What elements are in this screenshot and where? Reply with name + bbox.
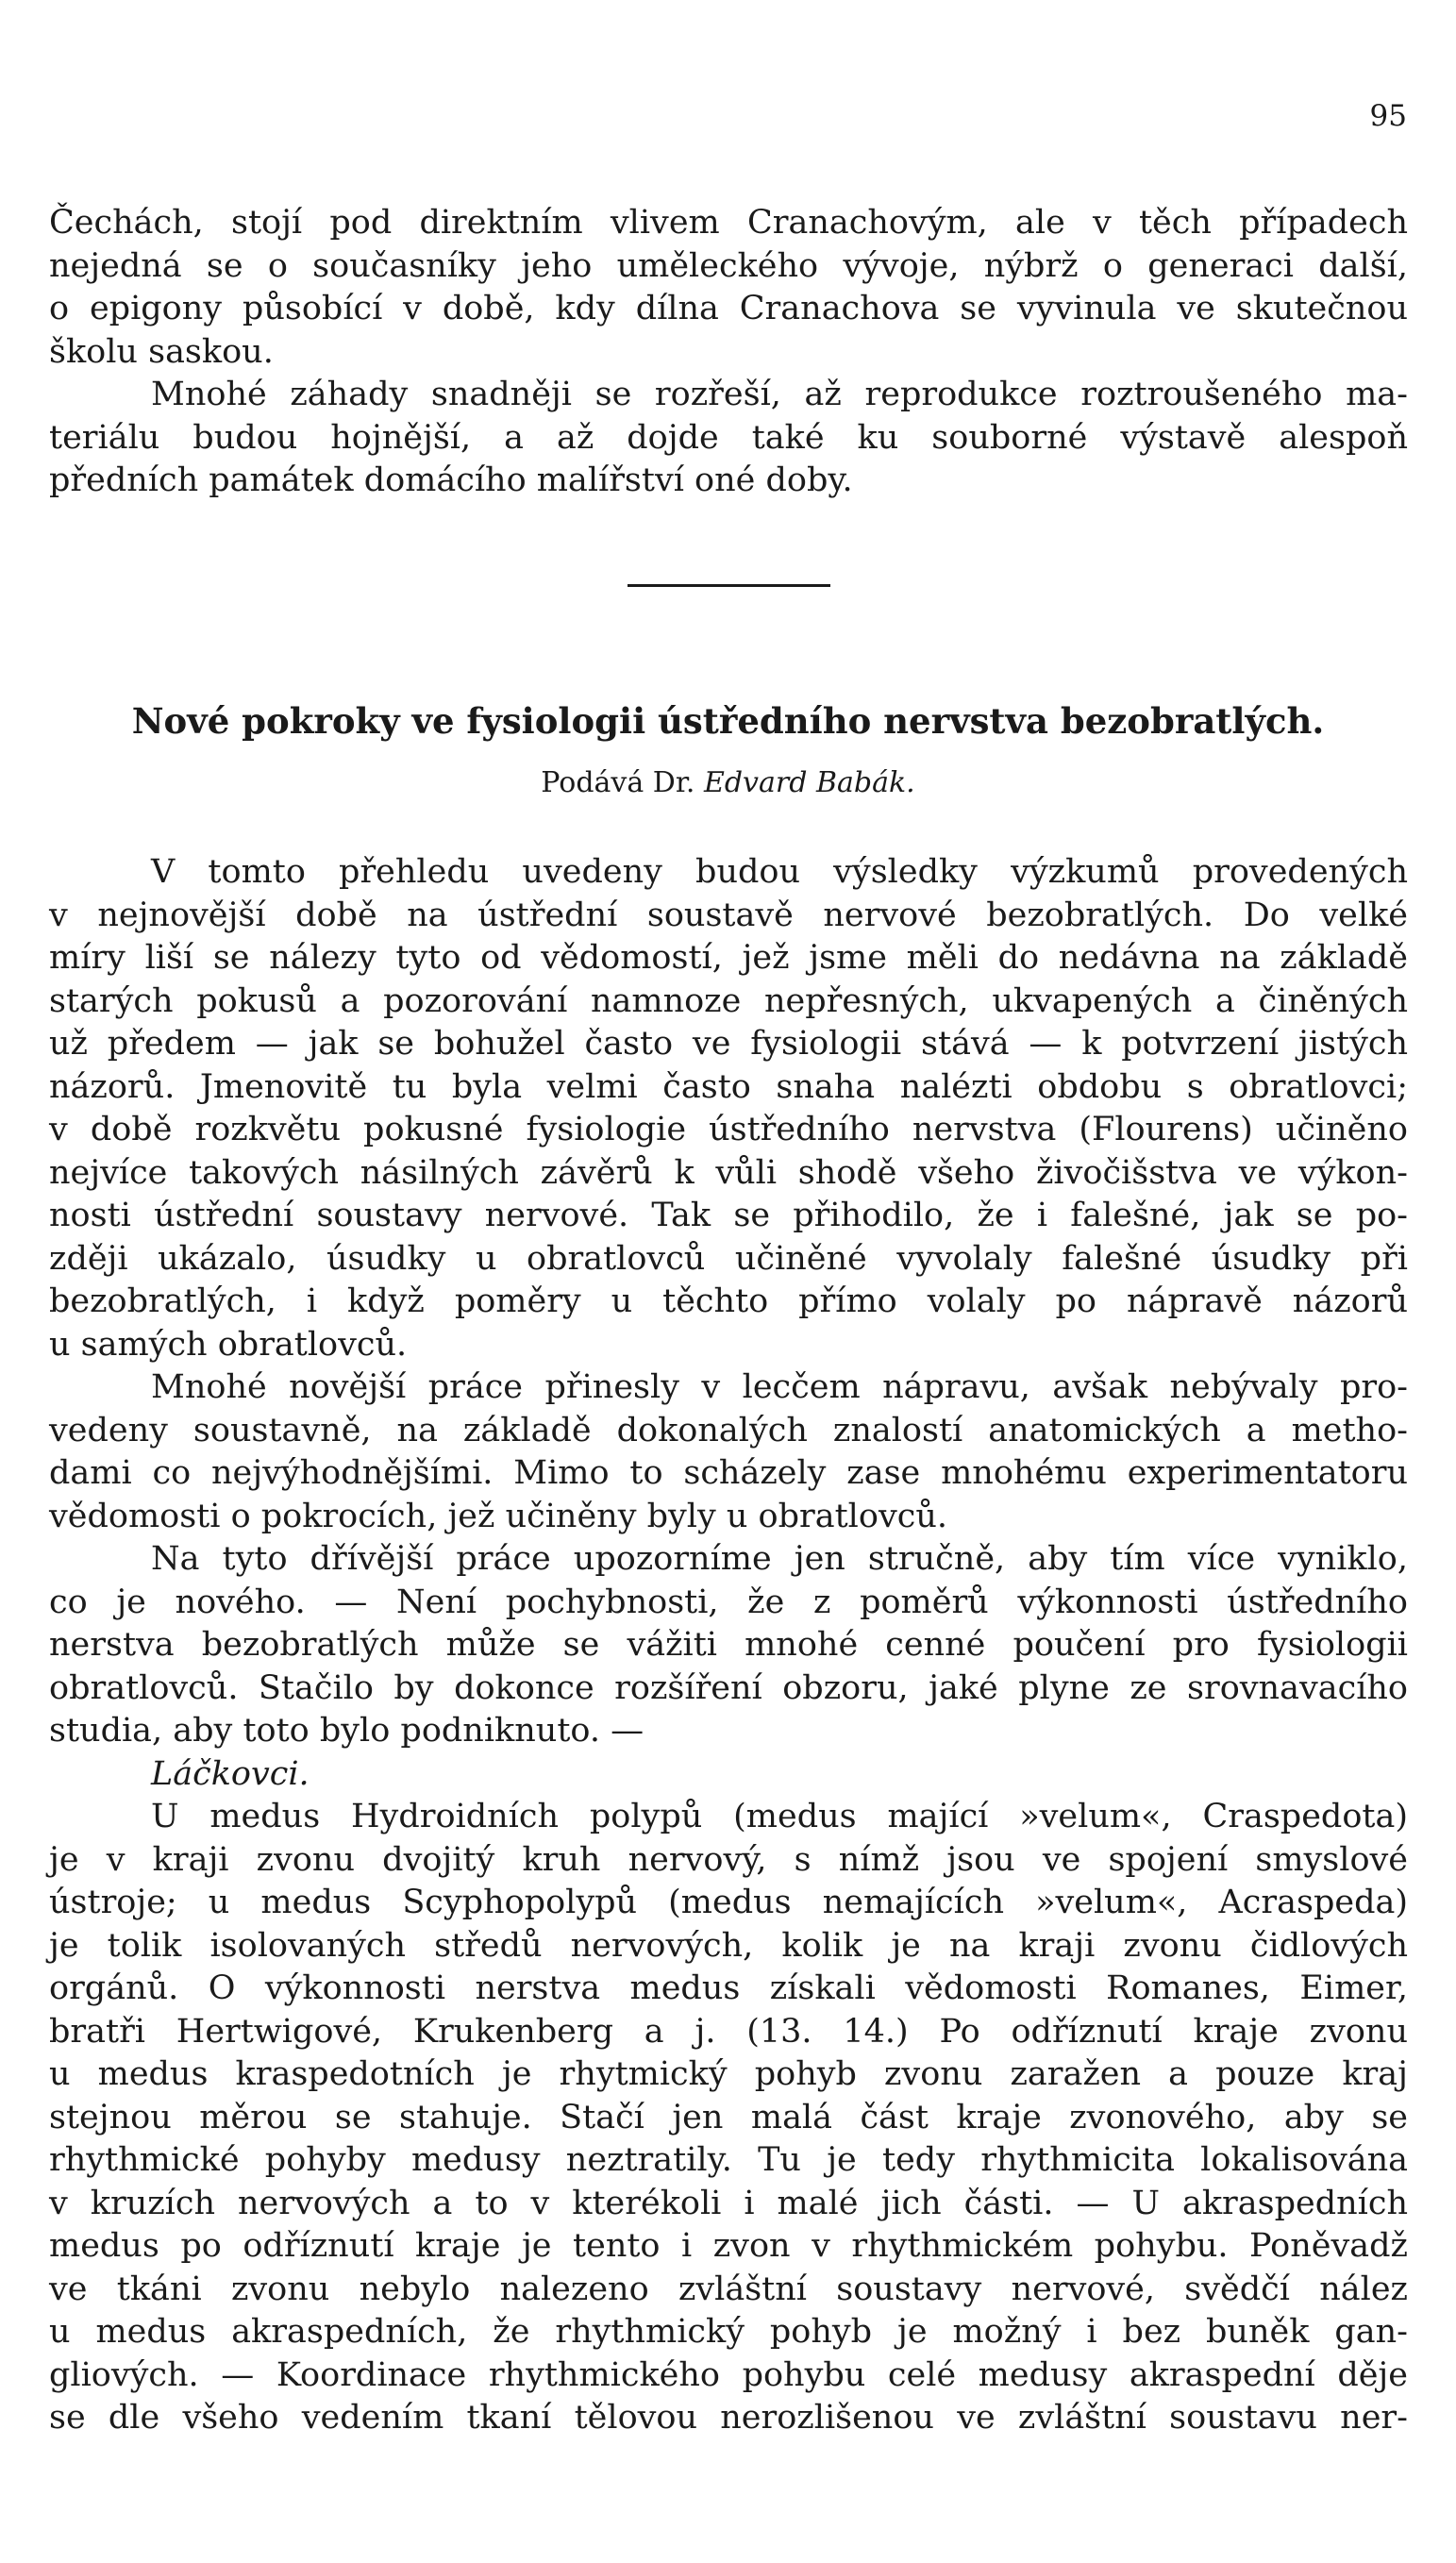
text-line: nosti ústřední soustavy nervové. Tak se přihodilo, že i falešné, jak se po- xyxy=(49,1197,1408,1234)
text-line: nejvíce takových násilných závěrů k vůli shodě všeho živočišstva ve výkon- xyxy=(49,1153,1408,1192)
text-line: vedeny soustavně, na základě dokonalých znalostí anatomických a metho- xyxy=(49,1411,1408,1449)
text-line: u medus kraspedotních je rhytmický pohyb zvonu zaražen a pouze kraj xyxy=(49,2055,1408,2093)
text-line: Čechách, stojí pod direktním vlivem Cranachovým, ale v těch případech xyxy=(49,204,1408,242)
text-line: orgánů. O výkonnosti nerstva medus získali vědomosti Romanes, Eimer, xyxy=(49,1969,1408,2007)
text-line: Mnohé záhady snadněji se rozřeší, až reprodukce roztroušeného ma- xyxy=(151,376,1408,413)
article-title: Nové pokroky ve fysiologii ústředního nervstva bezobratlých. xyxy=(131,700,1325,742)
author-name: Edvard Babák. xyxy=(703,766,915,799)
text-line: medus po odříznutí kraje je tento i zvon v rhythmickém pohybu. Poněvadž xyxy=(49,2227,1408,2265)
text-line: názorů. Jmenovitě tu byla velmi často snaha nalézti obdobu s obratlovci; xyxy=(49,1067,1408,1106)
text-line: gliových. — Koordinace rhythmického pohybu celé medusy akraspední děje xyxy=(49,2355,1408,2394)
text-line: v nejnovější době na ústřední soustavě nervové bezobratlých. Do velké xyxy=(49,896,1408,934)
text-line: u samých obratlovců. xyxy=(49,1325,408,1364)
text-line: se dle všeho vedením tkaní tělovou nerozlišenou ve zvláštní soustavu ner- xyxy=(49,2399,1408,2437)
text-line: rhythmické pohyby medusy neztratily. Tu je tedy rhythmicita lokalisována xyxy=(49,2141,1408,2179)
section-heading: Láčkovci. xyxy=(151,1754,310,1793)
text-line: Mnohé novější práce přinesly v lecčem nápravu, avšak nebývaly pro- xyxy=(151,1368,1408,1406)
text-line: nerstva bezobratlých může se vážiti mnohé cenné poučení pro fysiologii xyxy=(49,1626,1408,1664)
text-line: co je nového. — Není pochybnosti, že z poměrů výkonnosti ústředního xyxy=(49,1583,1408,1621)
text-line: u medus akraspedních, že rhythmický pohyb je možný i bez buněk gan- xyxy=(49,2313,1408,2351)
text-line: Na tyto dřívější práce upozorníme jen stručně, aby tím více vyniklo, xyxy=(151,1540,1408,1578)
text-line: dami co nejvýhodnějšími. Mimo to scházely zase mnohému experimentatoru xyxy=(49,1454,1408,1492)
text-line: vědomosti o pokrocích, jež učiněny byly u obratlovců. xyxy=(49,1497,947,1535)
text-line: obratlovců. Stačilo by dokonce rozšíření obzoru, jaké plyne ze srovnavacího xyxy=(49,1668,1408,1707)
text-line: je v kraji zvonu dvojitý kruh nervový, s nímž jsou ve spojení smyslové xyxy=(49,1840,1408,1879)
text-line: U medus Hydroidních polypů (medus mající »velum«, Craspedota) xyxy=(151,1798,1408,1835)
text-line: o epigony působící v době, kdy dílna Cranachova se vyvinula ve skutečnou xyxy=(49,290,1408,327)
text-line: studia, aby toto bylo podniknuto. — xyxy=(49,1712,644,1750)
text-line: školu saskou. xyxy=(49,332,274,371)
text-line: stejnou měrou se stahuje. Stačí jen malá část kraje zvonového, aby se xyxy=(49,2098,1408,2136)
section-divider xyxy=(628,584,830,587)
text-line: je tolik isolovaných středů nervových, kolik je na kraji zvonu čidlových xyxy=(49,1926,1408,1965)
text-line: v kruzích nervových a to v kterékoli i malé jich části. — U akraspedních xyxy=(49,2184,1408,2222)
text-line: starých pokusů a pozorování namnoze nepřesných, ukvapených a činěných xyxy=(49,981,1408,1020)
intro-text xyxy=(49,202,1408,503)
text-line: bezobratlých, i když poměry u těchto přímo volaly po nápravě názorů xyxy=(49,1282,1408,1320)
text-line: už předem — jak se bohužel často ve fysiologii stává — k potvrzení jistých xyxy=(49,1025,1408,1063)
text-line: zději ukázalo, úsudky u obratlovců učiněné vyvolaly falešné úsudky při xyxy=(49,1239,1408,1278)
text-line: ústroje; u medus Scyphopolypů (medus nemajících »velum«, Acraspeda) xyxy=(49,1884,1408,1921)
page-number: 95 xyxy=(1369,99,1407,133)
text-line: předních památek domácího malířství oné doby. xyxy=(49,461,853,499)
text-line: v době rozkvětu pokusné fysiologie ústředního nervstva (Flourens) učiněno xyxy=(49,1111,1408,1148)
article-body xyxy=(49,851,1408,2440)
text-line: míry liší se nálezy tyto od vědomostí, jež jsme měli do nedávna na základě xyxy=(49,939,1408,977)
byline-prefix: Podává Dr. xyxy=(541,766,695,799)
text-line: ve tkáni zvonu nebylo nalezeno zvláštní soustavy nervové, svědčí nález xyxy=(49,2270,1408,2308)
text-line: nejedná se o současníky jeho uměleckého vývoje, nýbrž o generaci další, xyxy=(49,246,1408,285)
text-line: V tomto přehledu uvedeny budou výsledky výzkumů provedených xyxy=(151,853,1408,891)
text-line: bratři Hertwigové, Krukenberg a j. (13. 14.) Po odříznutí kraje zvonu xyxy=(49,2012,1408,2051)
byline xyxy=(0,764,1456,802)
text-line: teriálu budou hojnější, a až dojde také ku souborné výstavě alespoň xyxy=(49,418,1408,457)
